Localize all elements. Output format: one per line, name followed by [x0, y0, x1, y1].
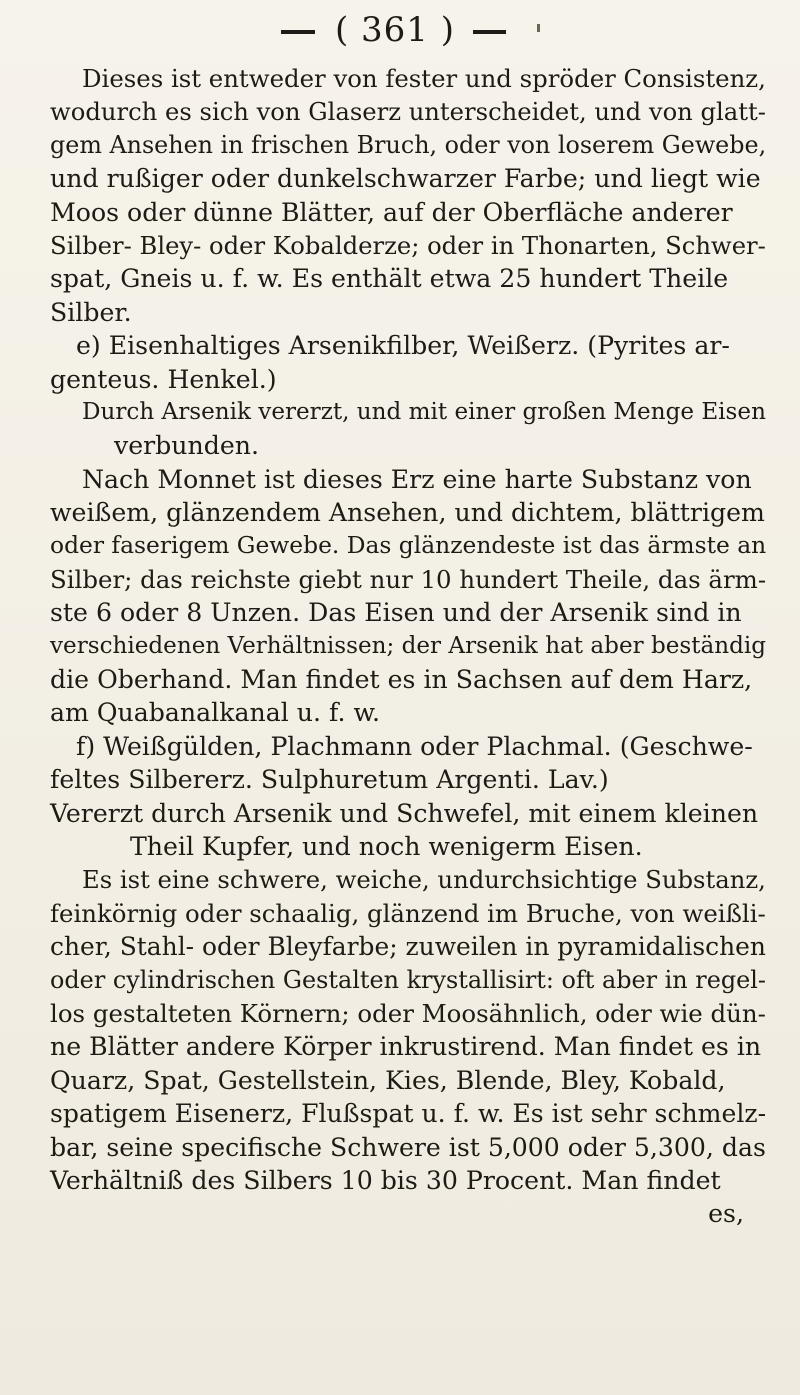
text-line: Silber- Bley- oder Kobalderze; oder in Thonarten, Schwer- — [50, 230, 766, 260]
text-line: Silber. — [50, 297, 132, 327]
text-line: Dieses ist entweder von fester und spröder Consistenz, — [82, 64, 766, 93]
text-line: Verhältniß des Silbers 10 bis 30 Procent. Man findet — [50, 1165, 721, 1195]
text-line: Vererzt durch Arsenik und Schwefel, mit einem kleinen — [50, 798, 759, 828]
text-line: Moos oder dünne Blätter, auf der Oberfläche anderer — [50, 197, 733, 227]
text-line: Es ist eine schwere, weiche, undurchsichtige Substanz, — [82, 865, 766, 895]
text-line: los gestalteten Körnern; oder Moosähnlich, oder wie dün- — [50, 998, 766, 1028]
text-line: weißem, glänzendem Ansehen, und dichtem, blättrigem — [50, 498, 765, 528]
section-heading: e) Eisenhaltiges Arsenikfilber, Weißerz. (Pyrites ar- — [76, 331, 730, 361]
header-rule-right — [473, 30, 506, 34]
text-line: und rußiger oder dunkelschwarzer Farbe; und liegt wie — [50, 164, 761, 194]
text-line: verschiedenen Verhältnissen; der Arsenik hat aber beständig — [50, 632, 767, 659]
text-line: Theil Kupfer, und noch wenigerm Eisen. — [130, 831, 643, 861]
section-heading: f) Weißgülden, Plachmann oder Plachmal. (Geschwe- — [76, 731, 753, 761]
page-header — [0, 8, 800, 58]
text-line: am Quabanalkanal u. f. w. — [50, 698, 381, 728]
text-line: bar, seine specifische Schwere ist 5,000 oder 5,300, das — [50, 1132, 766, 1162]
text-line: Quarz, Spat, Gestellstein, Kies, Blende, Bley, Kobald, — [50, 1065, 726, 1095]
catchword: es, — [708, 1199, 744, 1229]
text-line: feinkörnig oder schaalig, glänzend im Bruche, von weißli- — [50, 898, 766, 928]
text-line: spat, Gneis u. f. w. Es enthält etwa 25 hundert Theile — [50, 264, 729, 294]
text-line: gem Ansehen in frischen Bruch, oder von loserem Gewebe, — [50, 130, 767, 159]
text-line: spatigem Eisenerz, Flußspat u. f. w. Es ist sehr schmelz- — [50, 1099, 767, 1129]
text-line: Durch Arsenik vererzt, und mit einer großen Menge Eisen — [82, 398, 766, 425]
text-line: cher, Stahl- oder Bleyfarbe; zuweilen in pyramidalischen — [50, 932, 766, 962]
text-line: ste 6 oder 8 Unzen. Das Eisen und der Arsenik sind in — [50, 598, 742, 628]
body-text — [50, 62, 766, 1231]
text-line: genteus. Henkel.) — [50, 364, 277, 394]
text-line: oder cylindrischen Gestalten krystallisirt: oft aber in regel- — [50, 965, 766, 994]
text-line: Nach Monnet ist dieses Erz eine harte Substanz von — [82, 464, 752, 494]
header-mark — [537, 24, 540, 32]
text-line: Silber; das reichste giebt nur 10 hundert Theile, das ärm- — [50, 564, 767, 594]
text-line: oder faserigem Gewebe. Das glänzendeste ist das ärmste an — [50, 531, 767, 560]
text-line: verbunden. — [114, 431, 260, 461]
text-line: ne Blätter andere Körper inkrustirend. Man findet es in — [50, 1032, 762, 1062]
header-rule-left — [281, 30, 315, 34]
text-line: die Oberhand. Man findet es in Sachsen auf dem Harz, — [50, 665, 753, 695]
text-line: wodurch es sich von Glaserz unterscheidet, und von glatt- — [50, 97, 766, 127]
text-line: feltes Silbererz. Sulphuretum Argenti. Lav.) — [50, 765, 609, 795]
page-number: ( 361 ) — [334, 10, 456, 50]
